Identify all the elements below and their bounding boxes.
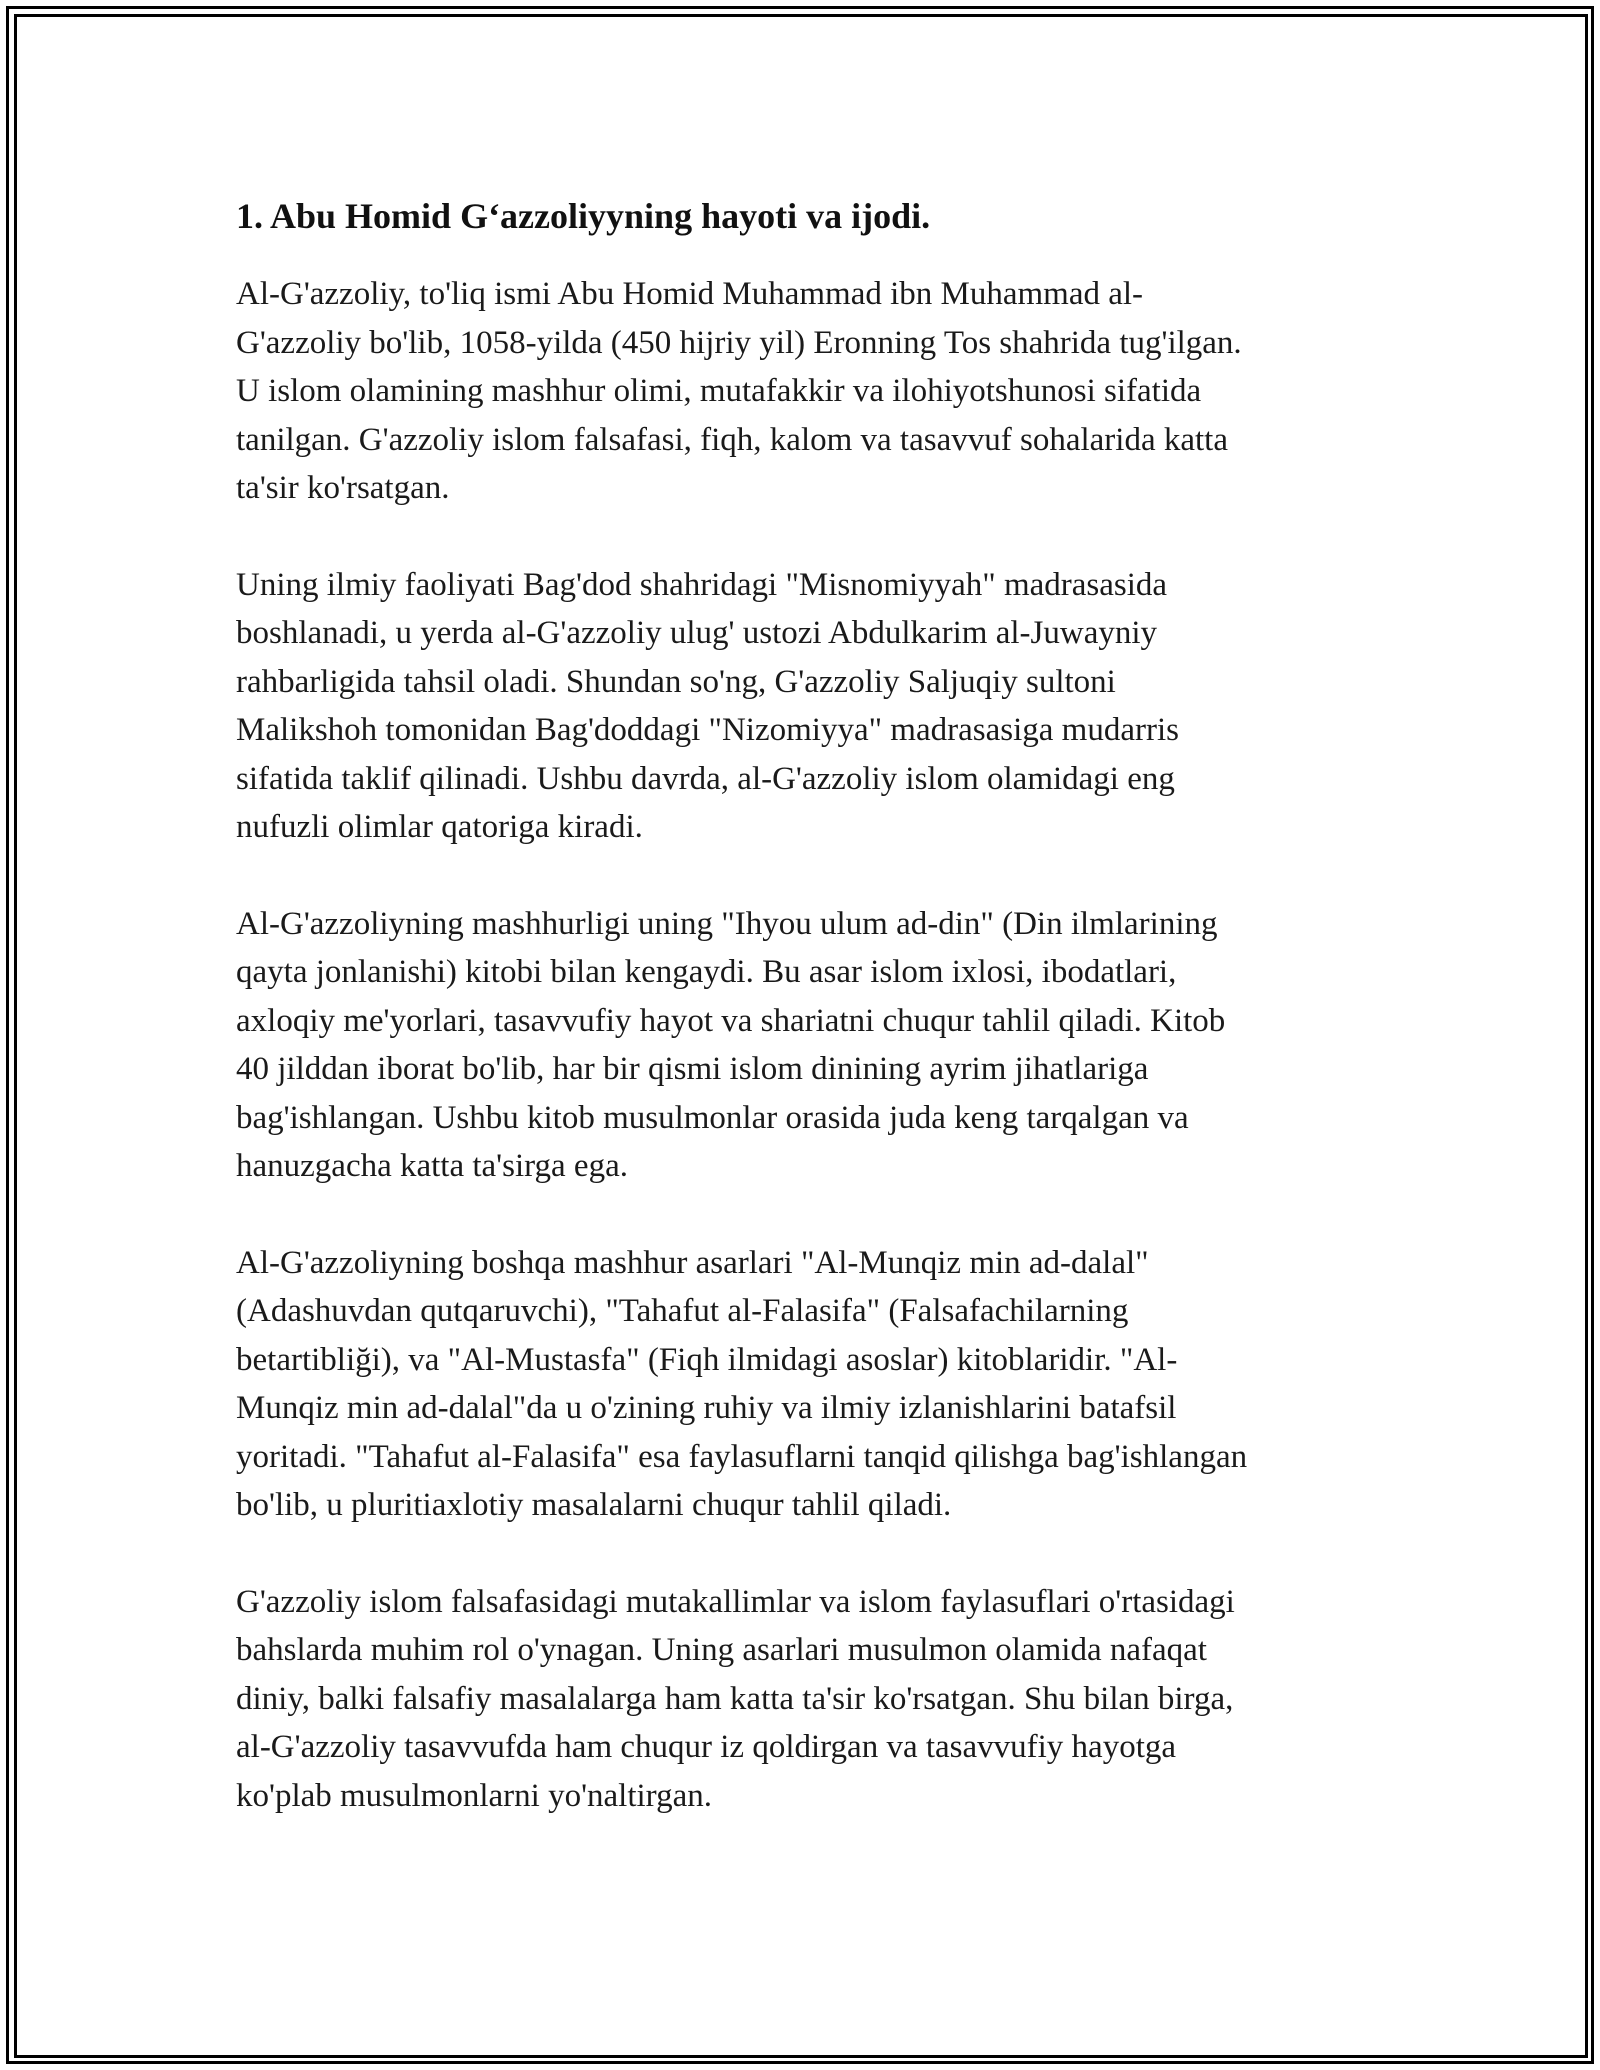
paragraph-line: bahslarda muhim rol o'ynagan. Uning asarlari musulmon olamida nafaqat [236,1632,1207,1668]
paragraph-line: bag'ishlangan. Ushbu kitob musulmonlar orasida juda keng tarqalgan va [236,1099,1189,1136]
paragraph [236,1239,1376,1530]
paragraph-line: bo'lib, u pluritiaxlotiy masalalarni chuqur tahlil qiladi. [236,1487,952,1523]
paragraph-line: axloqiy me'yorlari, tasavvufiy hayot va shariatni chuqur tahlil qiladi. Kitob [236,1002,1226,1039]
paragraph-line: Al-G'azzoliyning mashhurligi uning "Ihyou ulum ad-din" (Din ilmlarining [236,905,1218,942]
paragraph-line: (Adashuvdan qutqaruvchi), "Tahafut al-Falasifa" (Falsafachilarning [236,1293,1129,1329]
paragraph-list [236,270,1376,1820]
paragraph-line: rahbarligida tahsil oladi. Shundan so'ng, G'azzoliy Saljuqiy sultoni [236,663,1116,700]
paragraph-line: U islom olamining mashhur olimi, mutafakkir va ilohiyotshunosi sifatida [236,373,1202,409]
paragraph-line: Al-G'azzoliy, to'liq ismi Abu Homid Muhammad ibn Muhammad al- [236,276,1144,312]
paragraph [236,900,1376,1191]
paragraph-line: Al-G'azzoliyning boshqa mashhur asarlari "Al-Munqiz min ad-dalal" [236,1244,1149,1281]
paragraph-line: ta'sir ko'rsatgan. [236,470,450,506]
paragraph-line: G'azzoliy bo'lib, 1058-yilda (450 hijriy yil) Eronning Tos shahrida tug'ilgan. [236,324,1242,361]
paragraph [236,270,1376,513]
paragraph-line: qayta jonlanishi) kitobi bilan kengaydi. Bu asar islom ixlosi, ibodatlari, [236,954,1177,990]
paragraph [236,1578,1376,1821]
paragraph-line: betartibliği), va "Al-Mustasfa" (Fiqh ilmidagi asoslar) kitoblaridir. "Al- [236,1341,1178,1378]
paragraph-line: Uning ilmiy faoliyati Bag'dod shahridagi "Misnomiyyah" madrasasida [236,566,1168,603]
paragraph-line: hanuzgacha katta ta'sirga ega. [236,1148,628,1184]
paragraph-line: 40 jilddan iborat bo'lib, har bir qismi islom dinining ayrim jihatlariga [236,1051,1149,1087]
paragraph-line: yoritadi. "Tahafut al-Falasifa" esa faylasuflarni tanqid qilishga bag'ishlangan [236,1438,1248,1475]
paragraph-line: al-G'azzoliy tasavvufda ham chuqur iz qoldirgan va tasavvufiy hayotga [236,1729,1177,1765]
paragraph-line: tanilgan. G'azzoliy islom falsafasi, fiqh, kalom va tasavvuf sohalarida katta [236,421,1228,458]
document-body [236,190,1376,1868]
paragraph-line: boshlanadi, u yerda al-G'azzoliy ulug' ustozi Abdulkarim al-Juwayniy [236,615,1158,651]
paragraph [236,561,1376,852]
paragraph-line: ko'plab musulmonlarni yo'naltirgan. [236,1777,712,1814]
paragraph-line: diniy, balki falsafiy masalalarga ham katta ta'sir ko'rsatgan. Shu bilan birga, [236,1680,1234,1717]
paragraph-line: Malikshoh tomonidan Bag'doddagi "Nizomiyya" madrasasiga mudarris [236,712,1179,748]
paragraph-line: Munqiz min ad-dalal"da u o'zining ruhiy va ilmiy izlanishlarini batafsil [236,1390,1177,1426]
paragraph-line: G'azzoliy islom falsafasidagi mutakallimlar va islom faylasuflari o'rtasidagi [236,1583,1235,1620]
document-title: 1. Abu Homid G‘azzoliyyning hayoti va ijodi. [236,196,931,236]
paragraph-line: sifatida taklif qilinadi. Ushbu davrda, al-G'azzoliy islom olamidagi eng [236,760,1175,797]
paragraph-line: nufuzli olimlar qatoriga kiradi. [236,809,643,845]
